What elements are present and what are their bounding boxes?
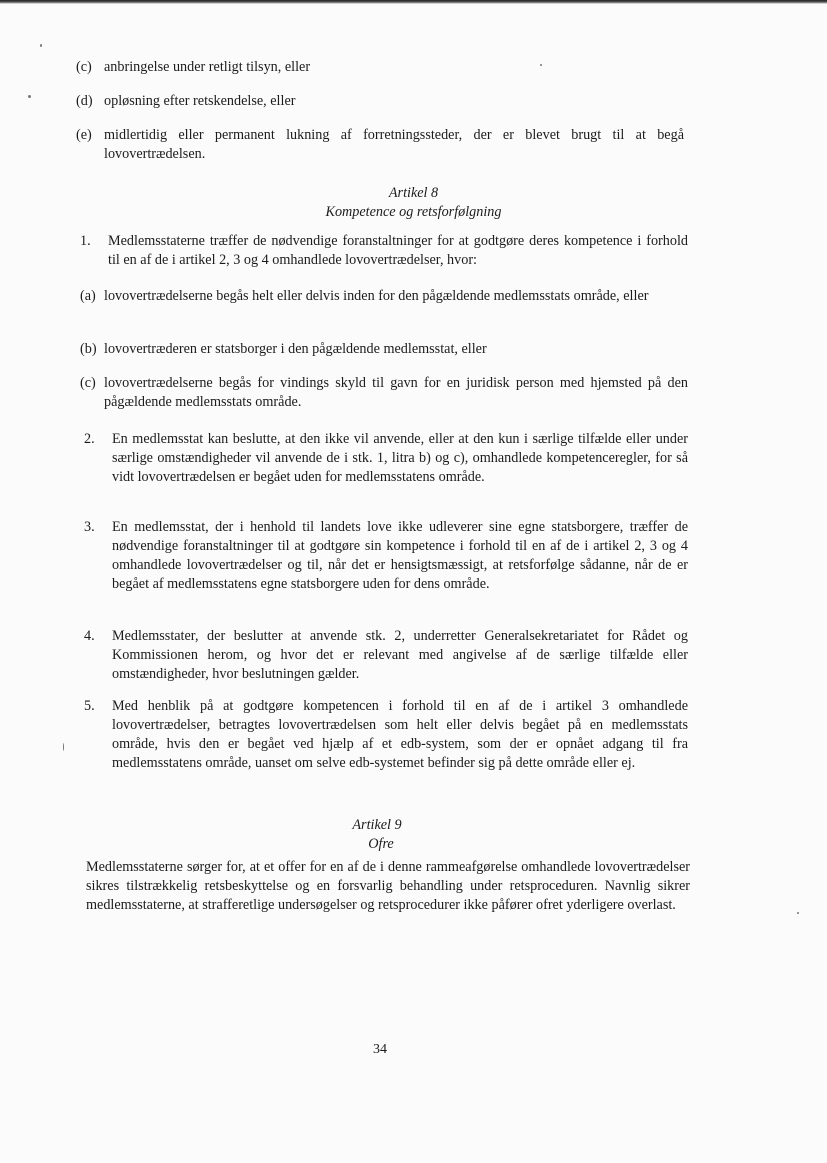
list-item-c bbox=[76, 58, 696, 77]
list-item-text: opløsning efter retskendelse, eller bbox=[104, 93, 296, 109]
paragraph-number: 3. bbox=[84, 519, 95, 535]
article-8-subtitle: Kompetence og retsforfølgning bbox=[325, 204, 502, 220]
list-item-e bbox=[76, 126, 684, 164]
scan-speck bbox=[63, 743, 64, 751]
list-marker: (d) bbox=[76, 93, 93, 109]
list-item-text: midlertidig eller permanent lukning af forretningssteder, der er blevet brugt til at begå lovovertrædelsen. bbox=[104, 127, 684, 162]
paragraph-number: 4. bbox=[84, 628, 95, 644]
scan-speck bbox=[40, 44, 42, 47]
article-9-title: Artikel 9 bbox=[352, 817, 402, 833]
paragraph-text: Medlemsstater, der beslutter at anvende stk. 2, underretter Generalsekretariatet for Rådet og Kommissionen herom, og hvor det er relevant med angivelse af de særlige tilfælde eller omstændigheder, hvor beslutningen gælder. bbox=[112, 628, 688, 682]
paragraph-text: Medlemsstaterne træffer de nødvendige foranstaltninger for at godtgøre deres kompetence i forhold til en af de i artikel 2, 3 og 4 omhandlede lovovertrædelser, hvor: bbox=[108, 233, 688, 268]
scan-speck bbox=[28, 95, 31, 98]
list-item-b bbox=[80, 340, 688, 359]
list-marker: (b) bbox=[80, 341, 97, 357]
list-item-a bbox=[80, 287, 688, 306]
list-item-text: lovovertrædelserne begås helt eller delvis inden for den pågældende medlemsstats område, eller bbox=[104, 288, 649, 304]
paragraph-text: Med henblik på at godtgøre kompetencen i forhold til en af de i artikel 3 omhandlede lovovertrædelser, betragtes lovovertrædelsen som helt eller delvis begået på en medlemsstats område, hvis den er begået ved hjælp af et edb-system, som der er opnået adgang til fra medlemsstatens område, uanset om selve edb-systemet befinder sig på dette område eller ej. bbox=[112, 698, 688, 771]
paragraph-text: En medlemsstat, der i henhold til landets love ikke udleverer sine egne statsborgere, træffer de nødvendige foranstaltninger til at godtgøre sin kompetence i forhold til en af de i artikel 2, 3 og 4 omhandlede lovovertrædelser og til, når det er hensigtsmæssigt, at retsforfølge sådanne, når de er begået af medlemsstatens egne statsborgere uden for dens område. bbox=[112, 519, 688, 592]
paragraph-1 bbox=[80, 232, 688, 270]
list-marker: (c) bbox=[80, 375, 96, 391]
paragraph-2 bbox=[84, 430, 688, 487]
paragraph-number: 1. bbox=[80, 233, 91, 249]
scan-speck bbox=[797, 912, 799, 914]
list-marker: (e) bbox=[76, 127, 92, 143]
list-item-d bbox=[76, 92, 696, 111]
list-marker: (c) bbox=[76, 59, 92, 75]
paragraph-number: 2. bbox=[84, 431, 95, 447]
paragraph-3 bbox=[84, 518, 688, 594]
scan-speck bbox=[540, 64, 542, 66]
article-9-subtitle: Ofre bbox=[368, 836, 394, 852]
paragraph-number: 5. bbox=[84, 698, 95, 714]
list-item-text: anbringelse under retligt tilsyn, eller bbox=[104, 59, 311, 75]
page-number: 34 bbox=[373, 1042, 387, 1057]
list-item-text: lovovertrædelserne begås for vindings skyld til gavn for en juridisk person med hjemsted på den pågældende medlemsstats område. bbox=[104, 375, 688, 410]
article-8-title: Artikel 8 bbox=[388, 185, 439, 201]
article-9-paragraph: Medlemsstaterne sørger for, at et offer for en af de i denne rammeafgørelse omhandlede lovovertrædelser sikres tilstrækkelig retsbeskyttelse og en forsvarlig behandling under retsproceduren. Navnlig sikrer medlemsstaterne, at strafferetlige undersøgelser og retsprocedurer ikke påfører ofret yderligere overlast. bbox=[86, 859, 690, 913]
paragraph-text: En medlemsstat kan beslutte, at den ikke vil anvende, eller at den kun i særlige tilfælde eller under særlige omstændigheder vil anvende de i stk. 1, litra b) og c), omhandlede kompetenceregler, for så vidt lovovertrædelsen er begået uden for medlemsstatens område. bbox=[112, 431, 688, 485]
paragraph-4 bbox=[84, 627, 688, 684]
paragraph-5 bbox=[84, 697, 688, 773]
list-item-text: lovovertræderen er statsborger i den pågældende medlemsstat, eller bbox=[104, 341, 487, 357]
list-item-c-art8 bbox=[80, 374, 688, 412]
list-marker: (a) bbox=[80, 288, 96, 304]
